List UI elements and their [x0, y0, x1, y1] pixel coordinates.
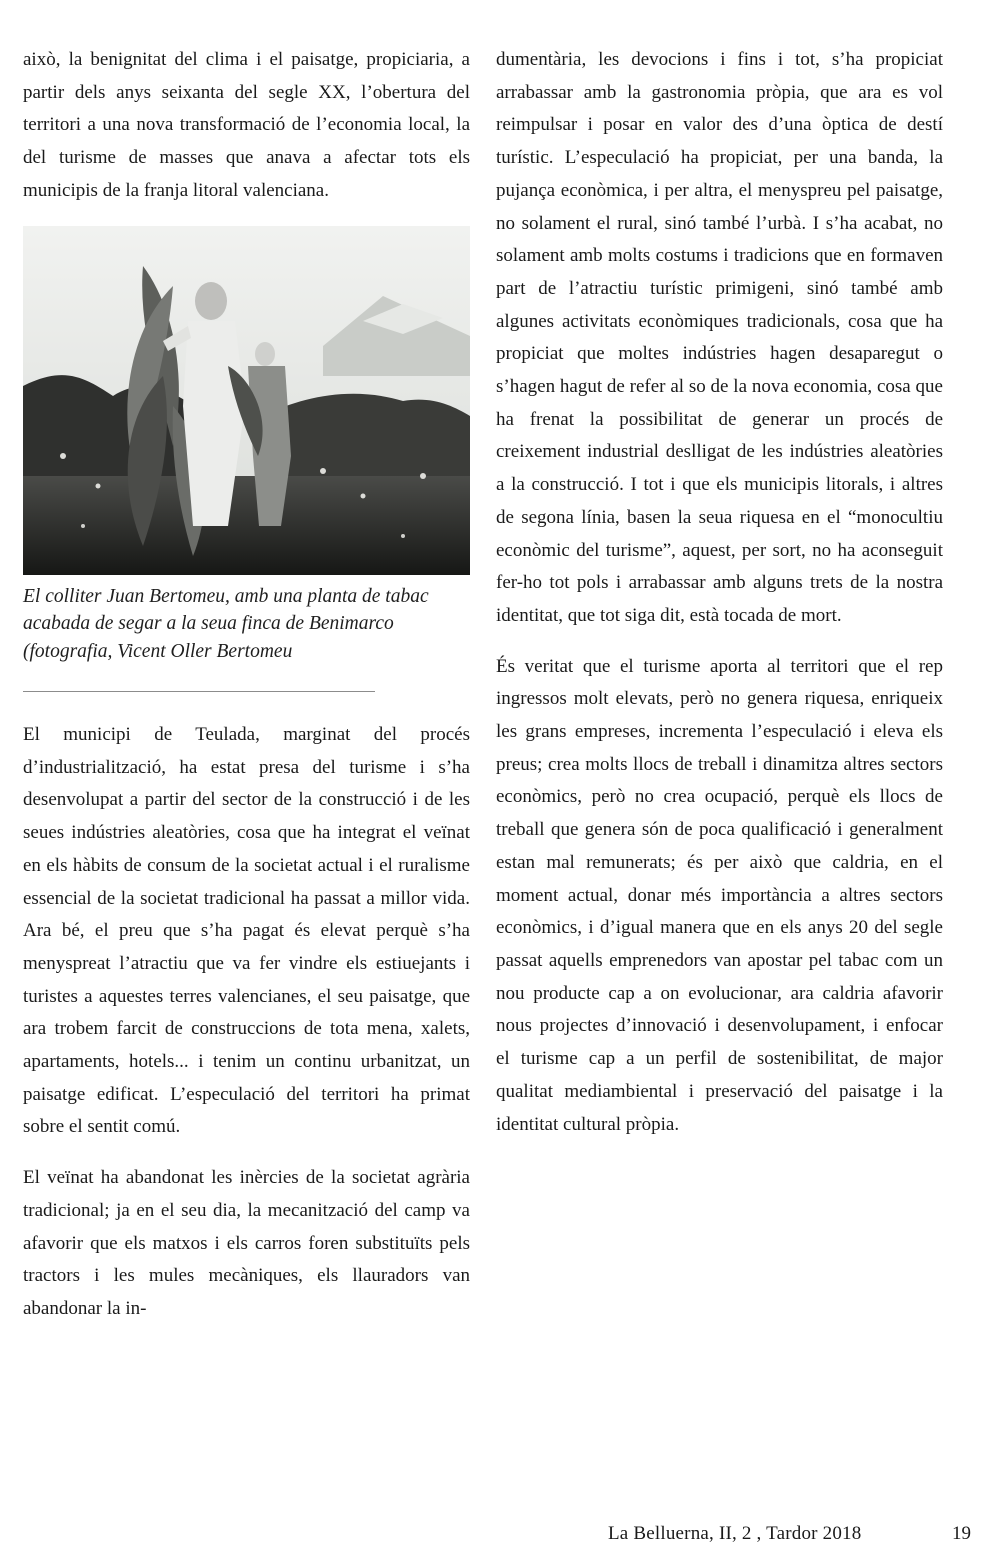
photo-illustration	[23, 226, 470, 575]
page-footer	[0, 1523, 1000, 1545]
left-paragraph-3: El veïnat ha abandonat les inèrcies de la societat agrària tradicional; ja en el seu dia, la mecanització del camp va afavorir que els matxos i els carros foren substituïts pels tractors i les mules mecàniques, els llauradors van abandonar la in-	[23, 1167, 470, 1319]
publication-info: La Belluerna, II, 2 , Tardor 2018	[608, 1523, 862, 1544]
historical-photo	[23, 226, 470, 575]
right-paragraph-1: dumentària, les devocions i fins i tot, s’ha propiciat arrabassar amb la gastronomia pròpia, que ara es vol reimpulsar i posar en valor des d’una òptica de destí turístic. L’especulació ha propiciat, per una banda, la pujança econòmica, i per altra, el menyspreu pel paisatge, no solament el rural, sinó també l’urbà. I s’ha acabat, no solament amb molts costums i tradicions que en formaven part de l’atractiu turístic primigeni, sinó també amb algunes activitats econòmiques tradicionals, cosa que ha propiciat que moltes indústries hagen desaparegut o s’hagen hagut de refer al so de la nova economia, cosa que ha frenat la possibilitat de generar un procés de creixement industrial deslligat de les indústries aleatòries a la construcció. I tot i que els municipis litorals, i altres de segona línia, basen la seua riquesa en el “monocultiu econòmic del turisme”, aquest, per sort, no ha aconseguit fer-ho tot pols i arrabassar amb alguns trets de la nostra identitat, que tot siga dit, està tocada de mort.	[496, 49, 943, 626]
left-paragraph-1: això, la benignitat del clima i el paisatge, propiciaria, a partir dels anys seixanta del segle XX, l’obertura del territori a una nova transformació de l’economia local, la del turisme de masses que anava a afectar tots els municipis de la franja litoral valenciana.	[23, 49, 470, 201]
caption-divider	[23, 691, 375, 692]
left-column	[23, 44, 470, 1344]
right-paragraph-2: És veritat que el turisme aporta al territori que el rep ingressos molt elevats, però no genera riquesa, enriqueix les grans empreses, incrementa l’especulació i eleva els preus; crea molts llocs de treball i dinamitza altres sectors econòmics, però no crea ocupació, perquè els llocs de treball que genera són de poca qualificació i generalment estan mal remunerats; és per això que caldria, en el moment actual, donar més importància a altres sectors econòmics, i d’igual manera que en els anys 20 del segle passat aquells emprenedors van apostar pel tabac com un nou producte cap a on evolucionar, ara caldria afavorir nous projectes d’innovació i desenvolupament, i enfocar el turisme cap a un perfil de sostenibilitat, de major qualitat mediambiental i preservació del paisatge i la identitat cultural pròpia.	[496, 655, 943, 1135]
photo-caption: El colliter Juan Bertomeu, amb una planta de tabac acabada de segar a la seua finca de Benimarco (fotografia, Vicent Oller Bertomeu	[23, 585, 429, 662]
page-number: 19	[952, 1523, 971, 1544]
right-column	[496, 44, 943, 1159]
left-paragraph-2: El municipi de Teulada, marginat del procés d’industrialització, ha estat presa del turisme i s’ha desenvolupat a partir del sector de la construcció i de les seues indústries aleatòries, cosa que ha integrat el veïnat en els hàbits de consum de la societat actual i el ruralisme essencial de la societat tradicional ha passat a millor vida. Ara bé, el preu que s’ha pagat és elevat perquè s’ha menyspreat l’atractiu que va fer vindre els estiuejants i turistes a aquestes terres valencianes, el seu paisatge, que ara trobem farcit de construccions de tota mena, xalets, apartaments, hotels... i tenim un continu urbanitzat, un paisatge edificat. L’especulació del territori ha primat sobre el sentit comú.	[23, 724, 470, 1138]
